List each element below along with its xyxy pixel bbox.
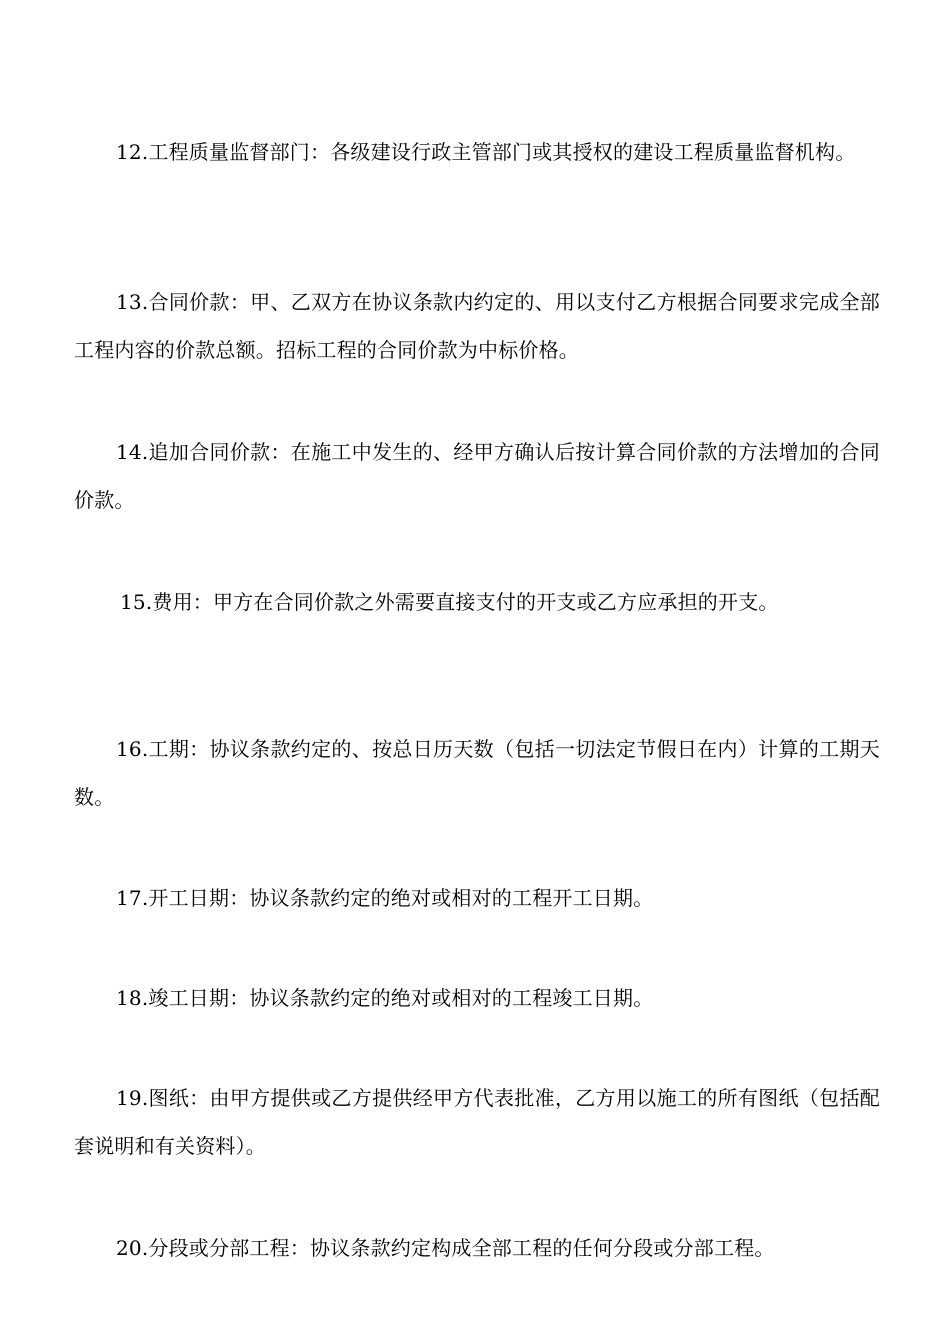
clause-17: 17.开工日期：协议条款约定的绝对或相对的工程开工日期。 — [116, 886, 654, 910]
clause-16: 16.工期：协议条款约定的、按总日历天数（包括一切法定节假日在内）计算的工期天数。 — [74, 737, 880, 809]
clause-14: 14.追加合同价款：在施工中发生的、经甲方确认后按计算合同价款的方法增加的合同价款。 — [74, 440, 880, 512]
clause-12: 12.工程质量监督部门：各级建设行政主管部门或其授权的建设工程质量监督机构。 — [116, 140, 856, 164]
clause-13: 13.合同价款：甲、乙双方在协议条款内约定的、用以支付乙方根据合同要求完成全部工程内容的价款总额。招标工程的合同价款为中标价格。 — [74, 290, 880, 362]
clause-20: 20.分段或分部工程：协议条款约定构成全部工程的任何分段或分部工程。 — [116, 1236, 775, 1260]
clause-18: 18.竣工日期：协议条款约定的绝对或相对的工程竣工日期。 — [116, 986, 654, 1010]
clause-19: 19.图纸：由甲方提供或乙方提供经甲方代表批准，乙方用以施工的所有图纸（包括配套说明和有关资料）。 — [74, 1086, 880, 1158]
clause-15: 15.费用：甲方在合同价款之外需要直接支付的开支或乙方应承担的开支。 — [120, 590, 779, 614]
